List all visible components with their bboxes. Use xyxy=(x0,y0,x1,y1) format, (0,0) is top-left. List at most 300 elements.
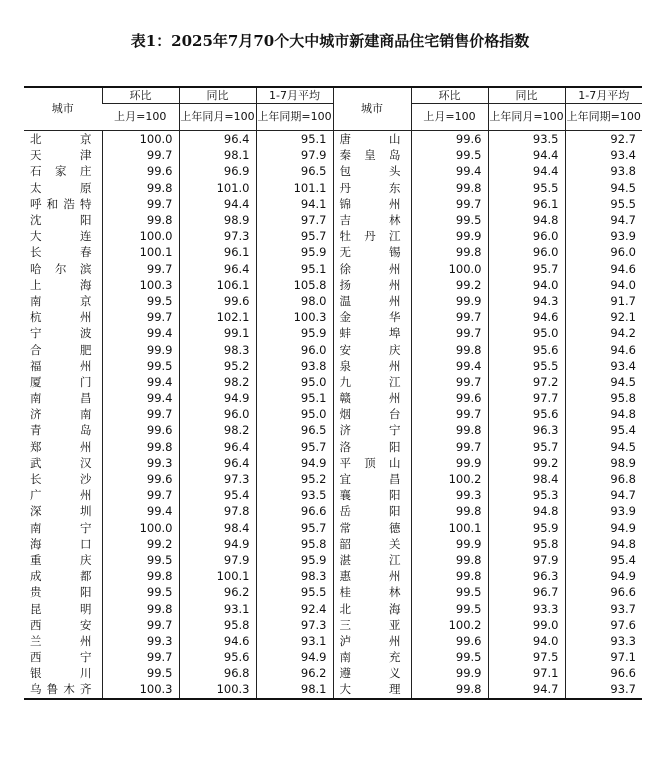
mom-right-cell: 99.8 xyxy=(411,503,488,519)
avg-left-cell: 93.1 xyxy=(256,633,333,649)
mom-right-cell: 99.6 xyxy=(411,131,488,148)
mom-left-cell: 99.5 xyxy=(102,293,179,309)
mom-left-cell: 99.6 xyxy=(102,422,179,438)
avg-right-cell: 95.8 xyxy=(565,390,642,406)
mom-left-cell: 99.2 xyxy=(102,536,179,552)
yoy-right-cell: 96.0 xyxy=(488,244,565,260)
mom-left-cell: 100.0 xyxy=(102,228,179,244)
table-row xyxy=(24,244,642,260)
mom-right-cell: 99.7 xyxy=(411,374,488,390)
mom-right-cell: 99.5 xyxy=(411,584,488,600)
mom-left-cell: 99.3 xyxy=(102,455,179,471)
yoy-left-cell: 97.8 xyxy=(179,503,256,519)
avg-left-cell: 95.0 xyxy=(256,406,333,422)
yoy-left-cell: 94.4 xyxy=(179,196,256,212)
yoy-right-cell: 94.4 xyxy=(488,163,565,179)
yoy-right-cell: 97.2 xyxy=(488,374,565,390)
avg-right-cell: 97.6 xyxy=(565,617,642,633)
mom-left-cell: 99.5 xyxy=(102,584,179,600)
yoy-left-cell: 99.1 xyxy=(179,325,256,341)
avg-left-cell: 95.8 xyxy=(256,536,333,552)
avg-right-cell: 96.0 xyxy=(565,244,642,260)
avg-right-cell: 94.5 xyxy=(565,374,642,390)
mom-left-cell: 99.9 xyxy=(102,341,179,357)
yoy-right-cell: 95.8 xyxy=(488,536,565,552)
city-right-cell: 牡丹江 xyxy=(333,228,411,244)
yoy-left-cell: 98.2 xyxy=(179,422,256,438)
city-right-cell: 九江 xyxy=(333,374,411,390)
mom-left-cell: 99.4 xyxy=(102,503,179,519)
yoy-left-cell: 95.4 xyxy=(179,487,256,503)
yoy-right-cell: 94.0 xyxy=(488,633,565,649)
table-row xyxy=(24,163,642,179)
mom-left-cell: 99.7 xyxy=(102,147,179,163)
mom-right-cell: 99.9 xyxy=(411,228,488,244)
city-right-cell: 北海 xyxy=(333,600,411,616)
mom-right-cell: 99.4 xyxy=(411,163,488,179)
avg-right-cell: 95.4 xyxy=(565,552,642,568)
yoy-right-cell: 95.5 xyxy=(488,358,565,374)
mom-left-cell: 99.7 xyxy=(102,406,179,422)
yoy-header-left: 同比 xyxy=(179,87,256,104)
table-title: 表1：2025年7月70个大中城市新建商品住宅销售价格指数 xyxy=(130,32,530,50)
yoy-right-cell: 95.6 xyxy=(488,406,565,422)
city-left-cell: 西安 xyxy=(30,617,92,632)
yoy-left-cell: 98.4 xyxy=(179,520,256,536)
yoy-left-cell: 96.0 xyxy=(179,406,256,422)
table-row xyxy=(24,196,642,212)
avg-left-cell: 97.9 xyxy=(256,147,333,163)
city-right-cell: 无锡 xyxy=(333,244,411,260)
city-right-cell: 洛阳 xyxy=(333,439,411,455)
yoy-left-cell: 98.9 xyxy=(179,212,256,228)
mom-left-cell: 99.7 xyxy=(102,649,179,665)
table-row xyxy=(24,439,642,455)
yoy-left-cell: 97.3 xyxy=(179,228,256,244)
mom-right-cell: 99.6 xyxy=(411,390,488,406)
mom-right-cell: 99.7 xyxy=(411,196,488,212)
mom-right-cell: 99.8 xyxy=(411,422,488,438)
table-row xyxy=(24,390,642,406)
yoy-left-cell: 102.1 xyxy=(179,309,256,325)
yoy-left-cell: 96.4 xyxy=(179,261,256,277)
avg-left-cell: 95.9 xyxy=(256,552,333,568)
mom-left-cell: 99.8 xyxy=(102,600,179,616)
city-left-cell: 石家庄 xyxy=(30,164,92,179)
city-left-cell: 银川 xyxy=(30,666,92,681)
avg-header-right: 1-7月平均 xyxy=(565,87,642,104)
city-right-cell: 唐山 xyxy=(333,131,411,148)
table-row xyxy=(24,520,642,536)
avg-right-cell: 93.7 xyxy=(565,600,642,616)
mom-left-cell: 99.7 xyxy=(102,261,179,277)
table-row xyxy=(24,212,642,228)
yoy-right-cell: 94.8 xyxy=(488,212,565,228)
avg-right-cell: 92.7 xyxy=(565,131,642,148)
avg-right-cell: 91.7 xyxy=(565,293,642,309)
avg-left-cell: 97.7 xyxy=(256,212,333,228)
mom-header-right: 环比 xyxy=(411,87,488,104)
city-right-cell: 岳阳 xyxy=(333,503,411,519)
avg-left-cell: 95.0 xyxy=(256,374,333,390)
mom-left-cell: 99.6 xyxy=(102,163,179,179)
yoy-right-cell: 98.4 xyxy=(488,471,565,487)
city-left-cell: 上海 xyxy=(30,277,92,292)
city-right-cell: 蚌埠 xyxy=(333,325,411,341)
mom-right-cell: 99.8 xyxy=(411,552,488,568)
avg-right-cell: 93.8 xyxy=(565,163,642,179)
yoy-right-cell: 96.3 xyxy=(488,568,565,584)
table-row xyxy=(24,455,642,471)
mom-left-cell: 99.8 xyxy=(102,212,179,228)
city-left-cell: 成都 xyxy=(30,569,92,584)
avg-right-cell: 95.4 xyxy=(565,422,642,438)
city-left-cell: 南昌 xyxy=(30,391,92,406)
mom-right-cell: 99.5 xyxy=(411,600,488,616)
city-right-cell: 常德 xyxy=(333,520,411,536)
avg-left-cell: 96.0 xyxy=(256,341,333,357)
avg-right-cell: 94.6 xyxy=(565,261,642,277)
avg-right-cell: 93.3 xyxy=(565,633,642,649)
avg-right-cell: 94.8 xyxy=(565,406,642,422)
yoy-right-cell: 96.7 xyxy=(488,584,565,600)
mom-right-cell: 99.3 xyxy=(411,487,488,503)
city-left-cell: 重庆 xyxy=(30,552,92,567)
table-row xyxy=(24,422,642,438)
avg-right-cell: 94.9 xyxy=(565,568,642,584)
city-right-cell: 三亚 xyxy=(333,617,411,633)
city-left-cell: 深圳 xyxy=(30,504,92,519)
avg-left-cell: 98.3 xyxy=(256,568,333,584)
avg-subheader-right: 上年同期=100 xyxy=(565,104,642,131)
city-right-cell: 桂林 xyxy=(333,584,411,600)
avg-right-cell: 93.4 xyxy=(565,358,642,374)
avg-right-cell: 93.9 xyxy=(565,503,642,519)
yoy-right-cell: 94.6 xyxy=(488,309,565,325)
yoy-left-cell: 97.3 xyxy=(179,471,256,487)
table-row xyxy=(24,228,642,244)
yoy-left-cell: 99.6 xyxy=(179,293,256,309)
yoy-right-cell: 95.5 xyxy=(488,180,565,196)
city-right-cell: 襄阳 xyxy=(333,487,411,503)
city-right-cell: 宜昌 xyxy=(333,471,411,487)
avg-left-cell: 94.9 xyxy=(256,649,333,665)
avg-left-cell: 96.2 xyxy=(256,665,333,681)
table-row xyxy=(24,277,642,293)
city-right-cell: 韶关 xyxy=(333,536,411,552)
city-left-cell: 长春 xyxy=(30,245,92,260)
city-left-cell: 济南 xyxy=(30,407,92,422)
mom-right-cell: 99.7 xyxy=(411,439,488,455)
avg-left-cell: 94.9 xyxy=(256,455,333,471)
mom-right-cell: 100.1 xyxy=(411,520,488,536)
table-row xyxy=(24,325,642,341)
table-row xyxy=(24,261,642,277)
table-row xyxy=(24,406,642,422)
city-right-cell: 金华 xyxy=(333,309,411,325)
yoy-left-cell: 96.4 xyxy=(179,455,256,471)
avg-left-cell: 95.1 xyxy=(256,390,333,406)
mom-right-cell: 100.2 xyxy=(411,471,488,487)
table-row xyxy=(24,374,642,390)
table-row xyxy=(24,341,642,357)
mom-left-cell: 99.6 xyxy=(102,471,179,487)
avg-right-cell: 96.6 xyxy=(565,584,642,600)
yoy-right-cell: 94.4 xyxy=(488,147,565,163)
avg-left-cell: 95.9 xyxy=(256,244,333,260)
city-right-cell: 扬州 xyxy=(333,277,411,293)
table-row xyxy=(24,358,642,374)
yoy-left-cell: 96.4 xyxy=(179,439,256,455)
yoy-left-cell: 95.2 xyxy=(179,358,256,374)
avg-left-cell: 98.1 xyxy=(256,681,333,698)
mom-right-cell: 99.8 xyxy=(411,681,488,698)
yoy-left-cell: 97.9 xyxy=(179,552,256,568)
city-right-cell: 锦州 xyxy=(333,196,411,212)
mom-left-cell: 99.7 xyxy=(102,487,179,503)
avg-left-cell: 101.1 xyxy=(256,180,333,196)
table-row xyxy=(24,536,642,552)
avg-right-cell: 97.1 xyxy=(565,649,642,665)
city-left-cell: 海口 xyxy=(30,536,92,551)
mom-left-cell: 99.7 xyxy=(102,309,179,325)
avg-header-left: 1-7月平均 xyxy=(256,87,333,104)
city-right-cell: 温州 xyxy=(333,293,411,309)
table-row xyxy=(24,147,642,163)
mom-right-cell: 99.8 xyxy=(411,568,488,584)
yoy-left-cell: 98.3 xyxy=(179,341,256,357)
mom-left-cell: 99.3 xyxy=(102,633,179,649)
mom-left-cell: 99.5 xyxy=(102,665,179,681)
mom-left-cell: 99.4 xyxy=(102,374,179,390)
city-right-cell: 济宁 xyxy=(333,422,411,438)
mom-right-cell: 99.5 xyxy=(411,212,488,228)
table-row xyxy=(24,681,642,698)
mom-left-cell: 99.8 xyxy=(102,568,179,584)
avg-right-cell: 95.5 xyxy=(565,196,642,212)
yoy-right-cell: 93.5 xyxy=(488,131,565,148)
table-row xyxy=(24,309,642,325)
avg-right-cell: 94.5 xyxy=(565,439,642,455)
city-right-cell: 包头 xyxy=(333,163,411,179)
mom-right-cell: 100.2 xyxy=(411,617,488,633)
table-row xyxy=(24,600,642,616)
avg-left-cell: 95.1 xyxy=(256,131,333,148)
table-row xyxy=(24,180,642,196)
yoy-left-cell: 98.1 xyxy=(179,147,256,163)
mom-left-cell: 100.1 xyxy=(102,244,179,260)
mom-right-cell: 99.7 xyxy=(411,309,488,325)
avg-left-cell: 93.5 xyxy=(256,487,333,503)
table-row xyxy=(24,568,642,584)
mom-left-cell: 99.4 xyxy=(102,325,179,341)
city-left-cell: 杭州 xyxy=(30,310,92,325)
table-row xyxy=(24,649,642,665)
avg-right-cell: 94.8 xyxy=(565,536,642,552)
mom-subheader-left: 上月=100 xyxy=(102,104,179,131)
yoy-right-cell: 99.0 xyxy=(488,617,565,633)
city-left-cell: 兰州 xyxy=(30,633,92,648)
table-row xyxy=(24,665,642,681)
city-right-cell: 秦皇岛 xyxy=(333,147,411,163)
avg-right-cell: 96.6 xyxy=(565,665,642,681)
avg-right-cell: 96.8 xyxy=(565,471,642,487)
yoy-right-cell: 94.8 xyxy=(488,503,565,519)
mom-left-cell: 100.0 xyxy=(102,520,179,536)
yoy-right-cell: 94.7 xyxy=(488,681,565,698)
avg-left-cell: 93.8 xyxy=(256,358,333,374)
table-row xyxy=(24,503,642,519)
city-left-cell: 南京 xyxy=(30,293,92,308)
city-left-cell: 宁波 xyxy=(30,326,92,341)
yoy-right-cell: 96.0 xyxy=(488,228,565,244)
city-left-cell: 厦门 xyxy=(30,374,92,389)
yoy-right-cell: 97.9 xyxy=(488,552,565,568)
avg-left-cell: 92.4 xyxy=(256,600,333,616)
mom-right-cell: 99.5 xyxy=(411,649,488,665)
avg-right-cell: 94.0 xyxy=(565,277,642,293)
mom-left-cell: 99.5 xyxy=(102,358,179,374)
avg-right-cell: 94.5 xyxy=(565,180,642,196)
city-right-cell: 泉州 xyxy=(333,358,411,374)
mom-header-left: 环比 xyxy=(102,87,179,104)
city-left-cell: 福州 xyxy=(30,358,92,373)
avg-right-cell: 94.2 xyxy=(565,325,642,341)
city-right-cell: 徐州 xyxy=(333,261,411,277)
price-index-table xyxy=(24,86,642,700)
city-header-left: 城市 xyxy=(24,87,102,131)
yoy-left-cell: 96.1 xyxy=(179,244,256,260)
mom-right-cell: 99.5 xyxy=(411,147,488,163)
mom-left-cell: 100.3 xyxy=(102,681,179,698)
avg-left-cell: 97.3 xyxy=(256,617,333,633)
city-right-cell: 安庆 xyxy=(333,341,411,357)
city-right-cell: 吉林 xyxy=(333,212,411,228)
mom-right-cell: 99.9 xyxy=(411,293,488,309)
city-left-cell: 天津 xyxy=(30,148,92,163)
mom-right-cell: 99.2 xyxy=(411,277,488,293)
mom-right-cell: 99.8 xyxy=(411,341,488,357)
city-left-cell: 乌鲁木齐 xyxy=(24,681,102,698)
yoy-right-cell: 94.3 xyxy=(488,293,565,309)
mom-right-cell: 99.9 xyxy=(411,536,488,552)
table-row xyxy=(24,584,642,600)
yoy-left-cell: 96.9 xyxy=(179,163,256,179)
mom-right-cell: 99.9 xyxy=(411,665,488,681)
city-right-cell: 大理 xyxy=(333,681,411,698)
table-row xyxy=(24,131,642,148)
mom-left-cell: 99.7 xyxy=(102,196,179,212)
avg-right-cell: 94.7 xyxy=(565,487,642,503)
avg-left-cell: 95.7 xyxy=(256,439,333,455)
table-body xyxy=(24,131,642,699)
table-row xyxy=(24,552,642,568)
city-right-cell: 泸州 xyxy=(333,633,411,649)
city-left-cell: 北京 xyxy=(30,132,92,147)
city-left-cell: 呼和浩特 xyxy=(30,196,92,211)
avg-right-cell: 93.7 xyxy=(565,681,642,698)
city-left-cell: 大连 xyxy=(30,229,92,244)
avg-right-cell: 93.4 xyxy=(565,147,642,163)
yoy-right-cell: 95.3 xyxy=(488,487,565,503)
city-left-cell: 太原 xyxy=(30,180,92,195)
yoy-left-cell: 106.1 xyxy=(179,277,256,293)
mom-left-cell: 99.5 xyxy=(102,552,179,568)
avg-left-cell: 95.9 xyxy=(256,325,333,341)
yoy-subheader-right: 上年同月=100 xyxy=(488,104,565,131)
city-left-cell: 合肥 xyxy=(30,342,92,357)
city-left-cell: 哈尔滨 xyxy=(30,261,92,276)
avg-left-cell: 98.0 xyxy=(256,293,333,309)
avg-left-cell: 96.5 xyxy=(256,422,333,438)
yoy-right-cell: 95.7 xyxy=(488,261,565,277)
city-left-cell: 青岛 xyxy=(30,423,92,438)
city-right-cell: 平顶山 xyxy=(333,455,411,471)
yoy-left-cell: 96.4 xyxy=(179,131,256,148)
yoy-left-cell: 100.3 xyxy=(179,681,256,698)
yoy-left-cell: 95.6 xyxy=(179,649,256,665)
yoy-left-cell: 101.0 xyxy=(179,180,256,196)
yoy-right-cell: 95.7 xyxy=(488,439,565,455)
mom-left-cell: 99.8 xyxy=(102,180,179,196)
table-row xyxy=(24,293,642,309)
mom-right-cell: 99.7 xyxy=(411,406,488,422)
yoy-left-cell: 94.6 xyxy=(179,633,256,649)
yoy-left-cell: 96.8 xyxy=(179,665,256,681)
avg-left-cell: 96.5 xyxy=(256,163,333,179)
yoy-right-cell: 99.2 xyxy=(488,455,565,471)
city-right-cell: 湛江 xyxy=(333,552,411,568)
avg-left-cell: 100.3 xyxy=(256,309,333,325)
avg-left-cell: 95.7 xyxy=(256,228,333,244)
mom-left-cell: 99.8 xyxy=(102,439,179,455)
avg-left-cell: 95.2 xyxy=(256,471,333,487)
city-left-cell: 武汉 xyxy=(30,455,92,470)
yoy-right-cell: 95.0 xyxy=(488,325,565,341)
yoy-right-cell: 95.6 xyxy=(488,341,565,357)
yoy-right-cell: 95.9 xyxy=(488,520,565,536)
yoy-right-cell: 97.7 xyxy=(488,390,565,406)
avg-right-cell: 94.7 xyxy=(565,212,642,228)
avg-right-cell: 98.9 xyxy=(565,455,642,471)
avg-right-cell: 93.9 xyxy=(565,228,642,244)
table-row xyxy=(24,487,642,503)
avg-right-cell: 94.6 xyxy=(565,341,642,357)
yoy-right-cell: 97.1 xyxy=(488,665,565,681)
avg-right-cell: 94.9 xyxy=(565,520,642,536)
avg-left-cell: 95.5 xyxy=(256,584,333,600)
table-row xyxy=(24,633,642,649)
avg-left-cell: 95.7 xyxy=(256,520,333,536)
yoy-left-cell: 94.9 xyxy=(179,390,256,406)
yoy-right-cell: 96.1 xyxy=(488,196,565,212)
city-right-cell: 烟台 xyxy=(333,406,411,422)
city-left-cell: 长沙 xyxy=(30,472,92,487)
avg-left-cell: 96.6 xyxy=(256,503,333,519)
avg-right-cell: 92.1 xyxy=(565,309,642,325)
avg-left-cell: 105.8 xyxy=(256,277,333,293)
mom-right-cell: 99.8 xyxy=(411,180,488,196)
city-left-cell: 贵阳 xyxy=(30,585,92,600)
yoy-right-cell: 97.5 xyxy=(488,649,565,665)
yoy-left-cell: 95.8 xyxy=(179,617,256,633)
city-header-right: 城市 xyxy=(333,87,411,131)
yoy-left-cell: 94.9 xyxy=(179,536,256,552)
yoy-header-right: 同比 xyxy=(488,87,565,104)
yoy-left-cell: 96.2 xyxy=(179,584,256,600)
yoy-right-cell: 93.3 xyxy=(488,600,565,616)
table-row xyxy=(24,471,642,487)
